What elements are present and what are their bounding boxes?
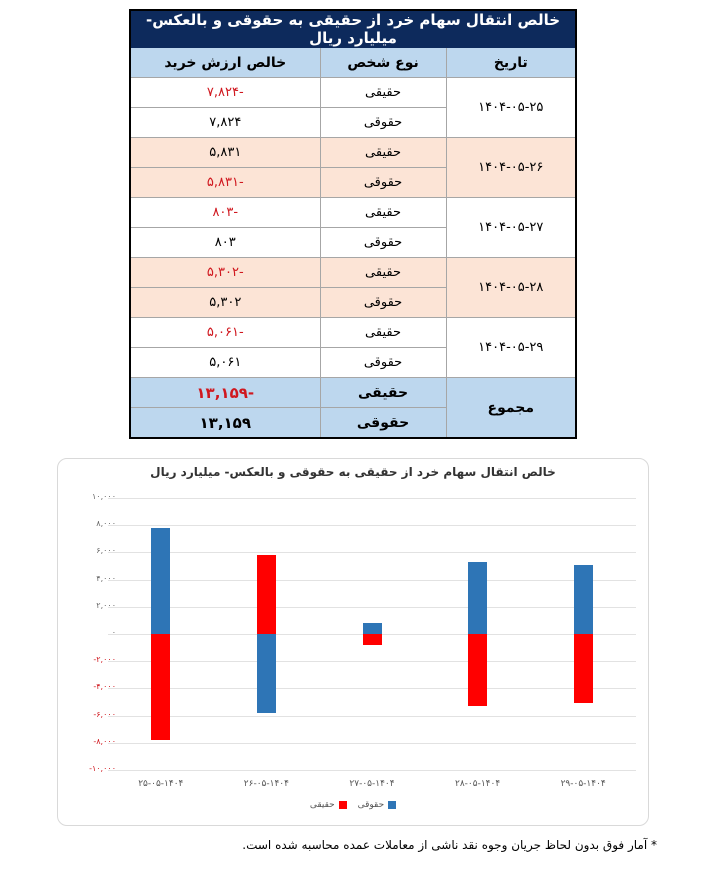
net-value-cell: -۵,۰۶۱ <box>130 318 320 348</box>
table-row <box>130 78 576 108</box>
date-cell: ۱۴۰۴-۰۵-۲۶ <box>446 138 576 198</box>
gridline <box>108 770 636 771</box>
chart-legend <box>58 800 648 812</box>
person-type-cell: حقوقی <box>320 348 446 378</box>
bar-haghighi <box>363 634 382 645</box>
legend-swatch-blue-icon <box>388 801 396 809</box>
net-value-cell: -۸۰۳ <box>130 198 320 228</box>
bar-hoghoghi <box>574 565 593 634</box>
person-type-cell: حقوقی <box>320 168 446 198</box>
person-type-cell: حقوقی <box>320 228 446 258</box>
y-axis-tick-label: -۲,۰۰۰ <box>93 655 116 665</box>
gridline <box>108 552 636 553</box>
gridline <box>108 661 636 662</box>
total-value-cell: ۱۳,۱۵۹ <box>130 408 320 439</box>
net-value-cell: ۵,۸۳۱ <box>130 138 320 168</box>
legend-label: حقوقی <box>357 800 385 810</box>
y-axis-tick-label: ۰ <box>111 628 116 637</box>
total-row <box>130 378 576 408</box>
table-row <box>130 138 576 168</box>
bar-hoghoghi <box>363 623 382 634</box>
y-axis-tick-label: -۶,۰۰۰ <box>93 709 116 719</box>
y-axis-tick-label: ۴,۰۰۰ <box>96 573 116 583</box>
net-transfer-table <box>129 9 577 439</box>
table-row <box>130 318 576 348</box>
gridline <box>108 716 636 717</box>
person-type-cell: حقیقی <box>320 318 446 348</box>
total-value-cell: -۱۳,۱۵۹ <box>130 378 320 408</box>
net-value-cell: -۵,۳۰۲ <box>130 258 320 288</box>
gridline <box>108 688 636 689</box>
bar-haghighi <box>151 634 170 740</box>
person-type-cell: حقوقی <box>320 408 446 439</box>
y-axis-tick-label: -۱۰,۰۰۰ <box>89 764 116 773</box>
net-value-cell: ۵,۰۶۱ <box>130 348 320 378</box>
bar-hoghoghi <box>151 528 170 634</box>
gridline <box>108 498 636 499</box>
header-date: تاریخ <box>446 48 576 78</box>
total-label: مجموع <box>446 378 576 439</box>
chart-title: خالص انتقال سهام خرد از حقیقی به حقوقی و بالعکس- میلیارد ریال <box>150 465 556 479</box>
gridline <box>108 743 636 744</box>
table-row <box>130 258 576 288</box>
header-person-type: نوع شخص <box>320 48 446 78</box>
x-axis-tick-label: ۲۹-۰۵-۱۴۰۴ <box>560 779 606 789</box>
table-title: خالص انتقال سهام خرد از حقیقی به حقوقی و بالعکس- میلیارد ریال <box>130 10 576 48</box>
person-type-cell: حقیقی <box>320 258 446 288</box>
net-value-cell: -۷,۸۲۴ <box>130 78 320 108</box>
person-type-cell: حقیقی <box>320 198 446 228</box>
x-axis-tick-label: ۲۷-۰۵-۱۴۰۴ <box>349 779 395 789</box>
net-value-cell: ۷,۸۲۴ <box>130 108 320 138</box>
y-axis-tick-label: -۸,۰۰۰ <box>93 736 116 746</box>
person-type-cell: حقوقی <box>320 108 446 138</box>
bar-haghighi <box>468 634 487 706</box>
legend-label: حقیقی <box>309 800 335 810</box>
bar-haghighi <box>257 555 276 634</box>
table-header-row <box>130 48 576 78</box>
date-cell: ۱۴۰۴-۰۵-۲۷ <box>446 198 576 258</box>
person-type-cell: حقیقی <box>320 138 446 168</box>
header-net-value: خالص ارزش خرید <box>130 48 320 78</box>
x-axis-tick-label: ۲۶-۰۵-۱۴۰۴ <box>243 779 289 789</box>
bar-haghighi <box>574 634 593 703</box>
net-value-cell: -۵,۸۳۱ <box>130 168 320 198</box>
bar-hoghoghi <box>257 634 276 713</box>
y-axis-tick-label: ۶,۰۰۰ <box>96 546 116 556</box>
y-axis-tick-label: ۲,۰۰۰ <box>96 600 116 610</box>
net-transfer-table-container <box>129 9 575 439</box>
y-axis-tick-label: ۸,۰۰۰ <box>96 519 116 529</box>
date-cell: ۱۴۰۴-۰۵-۲۹ <box>446 318 576 378</box>
net-value-cell: ۸۰۳ <box>130 228 320 258</box>
x-axis-tick-label: ۲۵-۰۵-۱۴۰۴ <box>138 779 184 789</box>
net-transfer-chart <box>57 458 649 826</box>
net-value-cell: ۵,۳۰۲ <box>130 288 320 318</box>
person-type-cell: حقوقی <box>320 288 446 318</box>
x-axis-tick-label: ۲۸-۰۵-۱۴۰۴ <box>455 779 501 789</box>
gridline <box>108 580 636 581</box>
y-axis-tick-label: -۴,۰۰۰ <box>93 682 116 692</box>
legend-item-hoghoghi <box>358 800 397 810</box>
person-type-cell: حقیقی <box>320 378 446 408</box>
date-cell: ۱۴۰۴-۰۵-۲۵ <box>446 78 576 138</box>
bar-hoghoghi <box>468 562 487 634</box>
date-cell: ۱۴۰۴-۰۵-۲۸ <box>446 258 576 318</box>
gridline <box>108 525 636 526</box>
person-type-cell: حقیقی <box>320 78 446 108</box>
legend-item-haghighi <box>310 800 347 810</box>
footnote: * آمار فوق بدون لحاظ جریان وجوه نقد ناشی از معاملات عمده محاسبه شده است. <box>242 838 657 852</box>
gridline <box>108 607 636 608</box>
legend-swatch-red-icon <box>339 801 347 809</box>
table-row <box>130 198 576 228</box>
y-axis-tick-label: ۱۰,۰۰۰ <box>91 492 116 501</box>
table-title-row <box>130 10 576 48</box>
